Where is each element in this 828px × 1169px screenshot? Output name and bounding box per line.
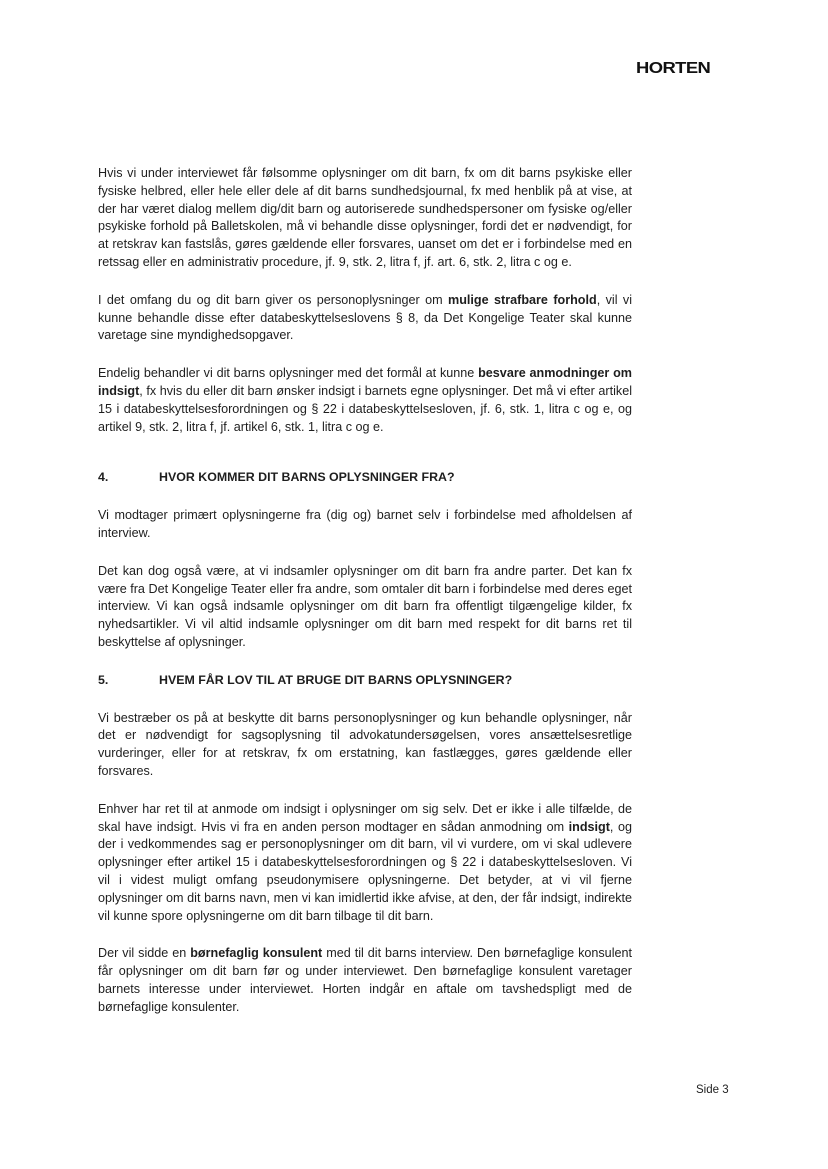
paragraph-consultant xyxy=(98,945,632,1016)
paragraph-sensitive-data: Hvis vi under interviewet får følsomme oplysninger om dit barn, fx om dit barns psykiske eller fysiske helbred, eller hele eller dele af dit barns sundhedsjournal, fx med henblik på at vise, at der har været dialog mellem dig/dit barn og autoriserede sundhedspersoner om fysiske og/eller psykiske forhold på Balletskolen, må vi behandle disse oplysninger, fordi det er nødvendigt, for at retskrav kan fastslås, gøres gældende eller forsvares, uanset om det er i forbindelse med en retssag eller en administrativ procedure, jf. 9, stk. 2, litra f, jf. art. 6, stk. 2, litra c og e. xyxy=(98,166,632,269)
document-body xyxy=(98,165,632,1016)
horten-logo: HORTEN xyxy=(636,60,711,77)
text-segment: med til dit barns interview. Den børnefaglige konsulent får oplysninger om dit barn før og under interviewet. Den børnefaglige konsulent varetager barnets interesse under interviewet. Horten indgår en aftale om tavshedspligt med de børnefaglige konsulenter. xyxy=(98,946,632,1014)
section-number: 5. xyxy=(98,672,109,687)
bold-term: børnefaglig konsulent xyxy=(190,946,323,961)
section-title: HVOR KOMMER DIT BARNS OPLYSNINGER FRA? xyxy=(159,470,455,485)
paragraph-source-other: Det kan dog også være, at vi indsamler oplysninger om dit barn fra andre parter. Det kan fx være fra Det Kongelige Teater eller fra andre, som omtaler dit barn i forbindelse med deres eget interview. Vi kan også indsamle oplysninger om dit barn fra offentligt tilgængelige kilder, fx nyhedsartikler. Vi vil altid indsamle oplysninger om dit barn med respekt for dit barns ret til beskyttelse af oplysninger. xyxy=(98,563,632,649)
paragraph-access-requests xyxy=(98,365,632,436)
text-segment: , vil vi kunne behandle disse efter databeskyttelseslovens § 8, da Det Kongelige Teater skal kunne varetage sine myndighedsopgaver. xyxy=(98,292,633,343)
section-heading-4 xyxy=(98,469,632,487)
bold-term: mulige strafbare forhold xyxy=(448,292,597,307)
text-segment: , og der i vedkommendes sag er personoplysninger om dit barn, vil vi vurdere, om vi skal udlevere oplysninger efter artikel 15 i databeskyttelsesforordningen og § 22 i databeskyttelsesloven. Vi vil i videst muligt omfang pseudonymisere oplysningerne. Det betyder, at vi vil fjerne oplysninger om dit barns navn, men vi kan imidlertid ikke afvise, at den, der får indsigt, indirekte vil kunne spore oplysningerne om dit barn tilbage til dit barn. xyxy=(98,819,632,923)
section-number: 4. xyxy=(98,470,109,485)
bold-term: besvare anmodninger om indsigt xyxy=(98,366,633,398)
text-segment: I det omfang du og dit barn giver os personoplysninger om xyxy=(98,292,449,307)
paragraph-protection: Vi bestræber os på at beskytte dit barns personoplysninger og kun behandle oplysninger, når det er nødvendigt for sagsoplysning til advokatundersøgelsen, vores ansættelsesretlige vurderinger, eller for at retskrav, fx om erstatning, kan fastlægges, gøres gældende eller forsvares. xyxy=(98,710,632,778)
text-segment: Endelig behandler vi dit barns oplysninger med det formål at kunne xyxy=(98,366,479,381)
section-heading-5 xyxy=(98,672,632,690)
paragraph-source-primary: Vi modtager primært oplysningerne fra (dig og) barnet selv i forbindelse med afholdelsen af interview. xyxy=(98,508,632,540)
text-segment: , fx hvis du eller dit barn ønsker indsigt i barnets egne oplysninger. Det må vi efter artikel 15 i databeskyttelsesforordningen og § 22 i databeskyttelsesloven, jf. 6, stk. 1, litra c og e, og artikel 9, stk. 2, litra f, jf. artikel 6, stk. 1, litra c og e. xyxy=(98,383,632,434)
text-segment: Der vil sidde en xyxy=(98,946,191,961)
paragraph-criminal-matters xyxy=(98,292,632,345)
section-title: HVEM FÅR LOV TIL AT BRUGE DIT BARNS OPLYSNINGER? xyxy=(159,672,513,687)
text-segment: Enhver har ret til at anmode om indsigt i oplysninger om sig selv. Det er ikke i alle tilfælde, de skal have indsigt. Hvis vi fra en anden person modtager en sådan anmodning om xyxy=(98,801,632,834)
paragraph-insight xyxy=(98,801,632,926)
bold-term: indsigt xyxy=(568,819,610,834)
page-number: Side 3 xyxy=(696,1084,729,1096)
